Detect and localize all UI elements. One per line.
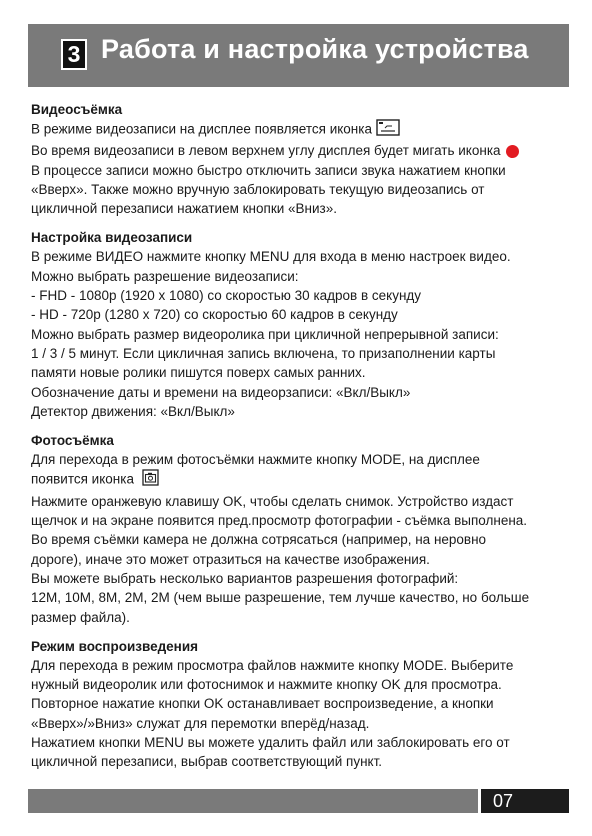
recording-dot-icon	[506, 145, 519, 158]
text-line: Можно выбрать размер видеоролика при цикличной непрерывной записи:	[31, 326, 499, 342]
section-title-settings: Настройка видеозаписи	[31, 230, 193, 246]
text-line: В режиме видеозаписи на дисплее появляется иконка	[31, 119, 581, 141]
text-line: «Вверх»/»Вниз» служат для перемотки вперёд/назад.	[31, 715, 370, 731]
text-line: - FHD - 1080p (1920 x 1080) со скоростью 30 кадров в секунду	[31, 288, 422, 304]
section-title-playback: Режим воспроизведения	[31, 638, 198, 654]
text-line: «Вверх». Также можно вручную заблокировать текущую видеозапись от	[31, 181, 485, 197]
text-line: Во время съёмки камера не должна сотрясаться (например, на неровно	[31, 532, 487, 548]
text-line: Для перехода в режим фотосъёмки нажмите кнопку MODE, на дисплее	[31, 452, 480, 468]
text-line: Во время видеозаписи в левом верхнем углу дисплея будет мигать иконка	[31, 141, 581, 160]
text-line: дороге), иначе это может отразиться на качестве изображения.	[31, 551, 430, 567]
section-title-photo: Фотосъёмка	[31, 433, 114, 449]
chapter-number: 3	[61, 39, 87, 70]
manual-content	[31, 100, 581, 772]
text-line: Для перехода в режим просмотра файлов нажмите кнопку MODE. Выберите	[31, 657, 514, 673]
text-line: щелчок и на экране появится пред.просмотр фотографии - съёмка выполнена.	[31, 513, 528, 529]
text-line: Повторное нажатие кнопки OK останавливает воспроизведение, а кнопки	[31, 696, 494, 712]
text-line: Вы можете выбрать несколько вариантов разрешения фотографий:	[31, 570, 459, 586]
text-line: 12M, 10M, 8M, 2M, 2M (чем выше разрешение, тем лучше качество, но больше	[31, 590, 530, 606]
text-line: цикличной перезаписи нажатием кнопки «Вниз».	[31, 201, 337, 217]
text-line: Детектор движения: «Вкл/Выкл»	[31, 403, 235, 419]
text-line: В режиме ВИДЕО нажмите кнопку MENU для входа в меню настроек видео.	[31, 249, 511, 265]
video-mode-icon	[376, 119, 400, 141]
page-title: Работа и настройка устройства	[101, 34, 529, 64]
text-line: Обозначение даты и времени на видеорзаписи: «Вкл/Выкл»	[31, 384, 411, 400]
text-line: появится иконка	[31, 469, 581, 491]
footer-bar	[28, 789, 478, 813]
text-line: - HD - 720p (1280 x 720) со скоростью 60 кадров в секунду	[31, 307, 398, 323]
text-line: памяти новые ролики пишутся поверх самых ранних.	[31, 365, 366, 381]
text-line: Нажатием кнопки MENU вы можете удалить файл или заблокировать его от	[31, 735, 510, 751]
section-title-video: Видеосъёмка	[31, 102, 123, 117]
text-line: Можно выбрать разрешение видеозаписи:	[31, 268, 299, 284]
text-line: Нажмите оранжевую клавишу OK, чтобы сделать снимок. Устройство издаст	[31, 493, 514, 509]
text-line: цикличной перезаписи, выбрав соответствующий пункт.	[31, 754, 383, 770]
page-number: 07	[481, 789, 569, 813]
text-line: В процессе записи можно быстро отключить записи звука нажатием кнопки	[31, 162, 506, 178]
photo-mode-icon	[142, 469, 159, 491]
text-line: нужный видеоролик или фотоснимок и нажмите кнопку OK для просмотра.	[31, 677, 502, 693]
text-line: 1 / 3 / 5 минут. Если цикличная запись включена, то призаполнении карты	[31, 345, 496, 361]
text-line: размер файла).	[31, 609, 130, 625]
